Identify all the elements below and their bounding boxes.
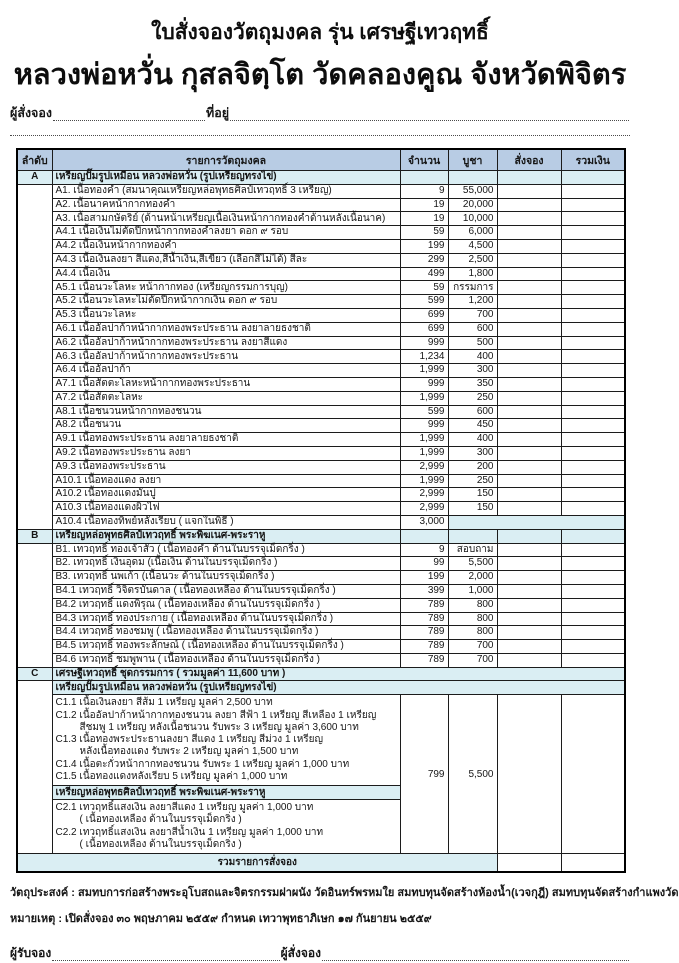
item-quantity-cell: 1,999 (400, 474, 448, 488)
item-price-cell: 700 (448, 640, 497, 654)
item-price-cell: 6,000 (448, 226, 497, 240)
item-name-cell: A5.3 เนื้อนวะโลหะ (52, 308, 400, 322)
receiver-signature-label: ผู้รับจอง (10, 946, 52, 961)
item-total-blank-cell (561, 198, 625, 212)
item-name-cell: B4.5 เทวฤทธิ์ ทองพระลักษณ์ ( เนื้อทองเหลือง ด้านในบรรจุเม็ดกริ่ง ) (52, 640, 400, 654)
item-order-blank-cell (497, 557, 561, 571)
orderer-label: ผู้สั่งจอง (10, 106, 52, 120)
combo-line: หลังเนื้อทองแดง รับพระ 2 เหรียญ มูลค่า 1,500 บาท (79, 746, 299, 758)
item-order-blank-cell (497, 184, 561, 198)
item-total-blank-cell (561, 584, 625, 598)
item-row (17, 419, 625, 433)
item-name-cell: B4.6 เทวฤทธิ์ ชมพูพาน ( เนื้อทองเหลือง ด้านในบรรจุเม็ดกริ่ง ) (52, 653, 400, 667)
item-price-cell: 200 (448, 460, 497, 474)
item-name-cell: A1. เนื้อทองคำ (สมนาคุณเหรียญหล่อพุทธศิลป์เทวฤทธิ์ 3 เหรียญ) (52, 184, 400, 198)
remark-note: หมายเหตุ : เปิดสั่งจอง ๓๐ พฤษภาคม ๒๕๕๙ กำหนด เทวาพุทธาภิเษก ๑๗ กันยายน ๒๕๕๙ (10, 913, 432, 926)
combo-line: C1.2 เนื้ออัลปาก้าหน้ากากทองชนวน ลงยา สีฟ้า 1 เหรียญ สีเหลือง 1 เหรียญ (55, 709, 377, 721)
item-row (17, 198, 625, 212)
item-row (17, 184, 625, 198)
section-label: A (17, 171, 52, 185)
item-row (17, 474, 625, 488)
item-quantity-cell: 699 (400, 308, 448, 322)
combo-line: C2.2 เทวฤทธิ์แสงเงิน ลงยาสีน้ำเงิน 1 เหรียญ มูลค่า 1,000 บาท (55, 826, 324, 838)
item-total-blank-cell (561, 488, 625, 502)
item-price-cell: 10,000 (448, 212, 497, 226)
item-price-cell: 800 (448, 598, 497, 612)
item-quantity-cell: 19 (400, 198, 448, 212)
item-order-blank-cell (497, 226, 561, 240)
section-empty-cell (448, 529, 497, 543)
item-price-cell: 1,000 (448, 584, 497, 598)
combo-line: C1.4 เนื้อตะกั่วหน้ากากทองชนวน รับพระ 1 เหรียญ มูลค่า 1,000 บาท (55, 758, 350, 770)
section-empty-cell (448, 171, 497, 185)
index-merged-cell (17, 184, 52, 529)
item-total-blank-cell (561, 626, 625, 640)
item-total-blank-cell (561, 640, 625, 654)
combo-line: ( เนื้อทองเหลือง ด้านในบรรจุเม็ดกริ่ง ) (79, 814, 242, 826)
item-row (17, 391, 625, 405)
item-total-blank-cell (561, 446, 625, 460)
combo-total-blank-cell (561, 695, 625, 854)
item-quantity-cell: 499 (400, 267, 448, 281)
item-total-blank-cell (561, 322, 625, 336)
combo-price-cell: 5,500 (448, 695, 497, 854)
index-merged-cell (17, 681, 52, 854)
item-quantity-cell: 399 (400, 584, 448, 598)
item-row (17, 281, 625, 295)
address-label: ที่อยู่ (206, 106, 230, 120)
item-quantity-cell: 199 (400, 239, 448, 253)
item-row (17, 212, 625, 226)
item-price-cell: 55,000 (448, 184, 497, 198)
item-name-cell: B4.2 เทวฤทธิ์ แดงพิรุณ ( เนื้อทองเหลือง ด้านในบรรจุเม็ดกริ่ง ) (52, 598, 400, 612)
item-price-cell: 300 (448, 446, 497, 460)
combo-subheader2-title: เหรียญหล่อพุทธศิลป์เทวฤทธิ์ พระพิฆเนศ-พระราหู (52, 786, 400, 800)
item-order-blank-cell (497, 322, 561, 336)
section-title: เหรียญหล่อพุทธศิลป์เทวฤทธิ์ พระพิฆเนศ-พระราหู (52, 529, 400, 543)
item-name-cell: B4.1 เทวฤทธิ์ วิจิตรบันดาล ( เนื้อทองเหลือง ด้านในบรรจุเม็ดกริ่ง ) (52, 584, 400, 598)
section-empty-cell (561, 529, 625, 543)
item-name-cell: A4.2 เนื้อเงินหน้ากากทองคำ (52, 239, 400, 253)
item-price-cell: 400 (448, 350, 497, 364)
item-name-cell: A10.4 เนื้อทองทิพย์หลังเรียบ ( แจกในพิธี ) (52, 515, 400, 529)
item-quantity-cell: 2,999 (400, 502, 448, 516)
item-total-blank-cell (561, 502, 625, 516)
item-total-blank-cell (561, 253, 625, 267)
combo-c1-row (17, 695, 625, 786)
item-order-blank-cell (497, 612, 561, 626)
item-order-blank-cell (497, 212, 561, 226)
item-quantity-cell: 699 (400, 322, 448, 336)
item-quantity-cell: 2,999 (400, 488, 448, 502)
item-merged-shaded-cell (448, 515, 625, 529)
item-row (17, 543, 625, 557)
item-name-cell: A6.2 เนื้ออัลปาก้าหน้ากากทองพระประธาน ลงยาสีแดง (52, 336, 400, 350)
item-total-blank-cell (561, 612, 625, 626)
item-name-cell: A4.3 เนื้อเงินลงยา สีแดง,สีน้ำเงิน,สีเขียว (เลือกสีไม่ได้) สีละ (52, 253, 400, 267)
combo-quantity-cell: 799 (400, 695, 448, 854)
item-name-cell: A2. เนื้อนาคหน้ากากทองคำ (52, 198, 400, 212)
item-row (17, 612, 625, 626)
item-quantity-cell: 999 (400, 377, 448, 391)
item-row (17, 433, 625, 447)
item-price-cell: 250 (448, 391, 497, 405)
item-row (17, 267, 625, 281)
item-name-cell: A6.1 เนื้ออัลปาก้าหน้ากากทองพระประธาน ลงยาลายธงชาติ (52, 322, 400, 336)
section-label: B (17, 529, 52, 543)
item-order-blank-cell (497, 364, 561, 378)
item-quantity-cell: 2,999 (400, 460, 448, 474)
item-quantity-cell: 9 (400, 543, 448, 557)
item-total-blank-cell (561, 267, 625, 281)
item-price-cell: 150 (448, 488, 497, 502)
item-total-blank-cell (561, 295, 625, 309)
item-price-cell: 350 (448, 377, 497, 391)
item-row (17, 502, 625, 516)
section-title: เหรียญปั๊มรูปเหมือน หลวงพ่อหวั่น (รูปเหรียญทรงไข่) (52, 171, 400, 185)
item-order-blank-cell (497, 239, 561, 253)
item-row (17, 239, 625, 253)
item-order-blank-cell (497, 446, 561, 460)
item-row (17, 460, 625, 474)
item-quantity-cell: 789 (400, 626, 448, 640)
orderer-address-line (10, 107, 630, 123)
item-row (17, 571, 625, 585)
item-total-blank-cell (561, 350, 625, 364)
item-row (17, 405, 625, 419)
item-row (17, 488, 625, 502)
grand-total-amount-blank-cell (561, 854, 625, 873)
combo-line: C2.1 เทวฤทธิ์แสงเงิน ลงยาสีแดง 1 เหรียญ มูลค่า 1,000 บาท (55, 802, 314, 814)
item-order-blank-cell (497, 502, 561, 516)
section-title: เศรษฐีเทวฤทธิ์ ชุดกรรมการ ( รวมมูลค่า 11,600 บาท ) (52, 667, 625, 681)
item-total-blank-cell (561, 308, 625, 322)
item-price-cell: 1,200 (448, 295, 497, 309)
item-price-cell: 4,500 (448, 239, 497, 253)
combo-line: สีชมพู 1 เหรียญ หลังเนื้อชนวน รับพระ 3 เหรียญ มูลค่า 3,600 บาท (79, 721, 359, 733)
item-name-cell: B4.3 เทวฤทธิ์ ทองประกาย ( เนื้อทองเหลือง ด้านในบรรจุเม็ดกริ่ง ) (52, 612, 400, 626)
section-header-row (17, 171, 625, 185)
item-name-cell: B4.4 เทวฤทธิ์ ทองชมพู ( เนื้อทองเหลือง ด้านในบรรจุเม็ดกริ่ง ) (52, 626, 400, 640)
item-total-blank-cell (561, 598, 625, 612)
address-fill-dots (230, 120, 629, 121)
item-quantity-cell: 599 (400, 295, 448, 309)
item-quantity-cell: 599 (400, 405, 448, 419)
section-label: C (17, 667, 52, 681)
item-price-cell: 800 (448, 612, 497, 626)
item-order-blank-cell (497, 377, 561, 391)
item-quantity-cell: 789 (400, 598, 448, 612)
item-total-blank-cell (561, 336, 625, 350)
orderer-fill-dots (53, 120, 205, 121)
item-order-blank-cell (497, 571, 561, 585)
item-quantity-cell: 999 (400, 336, 448, 350)
item-order-blank-cell (497, 295, 561, 309)
col-header-total: รวมเงิน (561, 149, 625, 171)
grand-total-label: รวมรายการสั่งจอง (17, 854, 497, 873)
item-quantity-cell: 1,999 (400, 364, 448, 378)
purpose-note: วัตถุประสงค์ : สมทบการก่อสร้างพระอุโบสถและจิตรกรรมฝาผนัง วัดอินทร์พรหมใย สมทบทุนจัดสร้างห้องน้ำ(เวจกุฎี) สมทบทุนจัดสร้างกำแพงวัด (10, 887, 679, 900)
item-price-cell: กรรมการ (448, 281, 497, 295)
item-total-blank-cell (561, 405, 625, 419)
item-total-blank-cell (561, 364, 625, 378)
item-quantity-cell: 789 (400, 653, 448, 667)
item-quantity-cell: 789 (400, 612, 448, 626)
item-price-cell: 700 (448, 653, 497, 667)
item-total-blank-cell (561, 281, 625, 295)
item-row (17, 640, 625, 654)
item-total-blank-cell (561, 460, 625, 474)
item-price-cell: 700 (448, 308, 497, 322)
combo-line: C1.5 เนื้อทองแดงหลังเรียบ 5 เหรียญ มูลค่า 1,000 บาท (55, 771, 288, 783)
item-name-cell: A4.4 เนื้อเงิน (52, 267, 400, 281)
section-empty-cell (561, 171, 625, 185)
grand-total-row (17, 854, 625, 873)
combo-subheader1-row (17, 681, 625, 695)
item-total-blank-cell (561, 184, 625, 198)
combo-line: C1.3 เนื้อทองพระประธานลงยา สีแดง 1 เหรียญ สีม่วง 1 เหรียญ (55, 734, 324, 746)
item-total-blank-cell (561, 653, 625, 667)
item-quantity-cell: 9 (400, 184, 448, 198)
item-order-blank-cell (497, 640, 561, 654)
item-name-cell: A9.3 เนื้อทองพระประธาน (52, 460, 400, 474)
item-price-cell: 2,500 (448, 253, 497, 267)
orderer-signature-dots (322, 960, 629, 961)
item-order-blank-cell (497, 253, 561, 267)
item-row (17, 446, 625, 460)
form-title-line1: ใบสั่งจองวัตถุมงคล รุ่น เศรษฐีเทวฤทธิ์ (151, 21, 489, 44)
item-price-cell: 5,500 (448, 557, 497, 571)
item-order-blank-cell (497, 336, 561, 350)
section-empty-cell (400, 171, 448, 185)
item-quantity-cell: 1,999 (400, 433, 448, 447)
item-order-blank-cell (497, 198, 561, 212)
item-total-blank-cell (561, 419, 625, 433)
item-name-cell: A3. เนื้อสามกษัตริย์ (ด้านหน้าเหรียญเนื้อเงินหน้ากากทองคำด้านหลังเนื้อนาค) (52, 212, 400, 226)
combo-c1-lines (52, 695, 400, 786)
section-header-row (17, 667, 625, 681)
item-order-blank-cell (497, 281, 561, 295)
item-order-blank-cell (497, 653, 561, 667)
item-name-cell: A10.2 เนื้อทองแดงมันปู (52, 488, 400, 502)
item-total-blank-cell (561, 239, 625, 253)
item-order-blank-cell (497, 584, 561, 598)
item-quantity-cell: 59 (400, 226, 448, 240)
item-name-cell: A9.1 เนื้อทองพระประธาน ลงยาลายธงชาติ (52, 433, 400, 447)
item-price-cell: 250 (448, 474, 497, 488)
item-price-cell: 20,000 (448, 198, 497, 212)
table-header-row (17, 149, 625, 171)
item-price-cell: 2,000 (448, 571, 497, 585)
item-order-blank-cell (497, 350, 561, 364)
item-name-cell: A5.2 เนื้อนวะโลหะไม่ตัดปีกหน้ากากเงิน ดอก ๙ รอบ (52, 295, 400, 309)
item-quantity-cell: 19 (400, 212, 448, 226)
item-row (17, 515, 625, 529)
item-price-cell: 300 (448, 364, 497, 378)
combo-line: C1.1 เนื้อเงินลงยา สีส้ม 1 เหรียญ มูลค่า 2,500 บาท (55, 697, 273, 709)
grand-total-order-blank-cell (497, 854, 561, 873)
item-name-cell: A6.3 เนื้ออัลปาก้าหน้ากากทองพระประธาน (52, 350, 400, 364)
item-order-blank-cell (497, 598, 561, 612)
item-price-cell: 150 (448, 502, 497, 516)
item-total-blank-cell (561, 226, 625, 240)
col-header-price: บูชา (448, 149, 497, 171)
item-order-blank-cell (497, 543, 561, 557)
address-fill-dots-line2 (10, 129, 630, 136)
item-row (17, 295, 625, 309)
item-quantity-cell: 99 (400, 557, 448, 571)
item-total-blank-cell (561, 543, 625, 557)
item-quantity-cell: 299 (400, 253, 448, 267)
section-header-row (17, 529, 625, 543)
item-order-blank-cell (497, 308, 561, 322)
item-order-blank-cell (497, 474, 561, 488)
item-quantity-cell: 1,999 (400, 446, 448, 460)
item-row (17, 308, 625, 322)
section-empty-cell (400, 529, 448, 543)
item-row (17, 584, 625, 598)
item-quantity-cell: 59 (400, 281, 448, 295)
combo-order-blank-cell (497, 695, 561, 854)
col-header-quantity: จำนวน (400, 149, 448, 171)
item-name-cell: B1. เทวฤทธิ์ ทองเจ้าสัว ( เนื้อทองคำ ด้านในบรรจุเม็ดกริ่ง ) (52, 543, 400, 557)
item-price-cell: 400 (448, 433, 497, 447)
item-order-blank-cell (497, 488, 561, 502)
item-price-cell: 600 (448, 322, 497, 336)
item-quantity-cell: 1,999 (400, 391, 448, 405)
item-quantity-cell: 199 (400, 571, 448, 585)
item-price-cell: 800 (448, 626, 497, 640)
item-name-cell: A5.1 เนื้อนวะโลหะ หน้ากากทอง (เหรียญกรรมการบุญ) (52, 281, 400, 295)
item-price-cell: 600 (448, 405, 497, 419)
combo-c2-lines (52, 800, 400, 854)
item-name-cell: A9.2 เนื้อทองพระประธาน ลงยา (52, 446, 400, 460)
item-row (17, 226, 625, 240)
order-form-page (0, 16, 679, 961)
col-header-item: รายการวัตถุมงคล (52, 149, 400, 171)
form-title-line2: หลวงพ่อหวั่น กุสลจิตฺโต วัดคลองคูณ จังหวัดพิจิตร (13, 59, 627, 91)
section-empty-cell (497, 529, 561, 543)
signature-line (10, 947, 630, 963)
item-total-blank-cell (561, 433, 625, 447)
combo-subheader1-title: เหรียญปั๊มรูปเหมือน หลวงพ่อหวั่น (รูปเหรียญทรงไข่) (52, 681, 625, 695)
item-row (17, 364, 625, 378)
item-price-cell: 450 (448, 419, 497, 433)
item-quantity-cell: 3,000 (400, 515, 448, 529)
item-total-blank-cell (561, 377, 625, 391)
item-name-cell: A10.3 เนื้อทองแดงผิวไฟ (52, 502, 400, 516)
item-row (17, 336, 625, 350)
item-total-blank-cell (561, 571, 625, 585)
item-total-blank-cell (561, 557, 625, 571)
receiver-signature-dots (52, 960, 279, 961)
index-merged-cell (17, 543, 52, 667)
item-row (17, 557, 625, 571)
item-name-cell: A10.1 เนื้อทองแดง ลงยา (52, 474, 400, 488)
item-row (17, 253, 625, 267)
order-table-body (17, 171, 625, 873)
item-name-cell: A8.1 เนื้อชนวนหน้ากากทองชนวน (52, 405, 400, 419)
col-header-index: ลำดับ (17, 149, 52, 171)
item-total-blank-cell (561, 391, 625, 405)
item-quantity-cell: 999 (400, 419, 448, 433)
item-name-cell: A6.4 เนื้ออัลปาก้า (52, 364, 400, 378)
item-name-cell: B2. เทวฤทธิ์ เงินอุดม (เนื้อเงิน ด้านในบรรจุเม็ดกริ่ง ) (52, 557, 400, 571)
item-order-blank-cell (497, 391, 561, 405)
item-row (17, 653, 625, 667)
item-price-cell: 1,800 (448, 267, 497, 281)
item-row (17, 322, 625, 336)
order-table (16, 148, 626, 873)
item-quantity-cell: 789 (400, 640, 448, 654)
item-order-blank-cell (497, 626, 561, 640)
item-name-cell: A4.1 เนื้อเงินไม่ตัดปีกหน้ากากทองคำลงยา ดอก ๙ รอบ (52, 226, 400, 240)
item-order-blank-cell (497, 433, 561, 447)
combo-line: ( เนื้อทองเหลือง ด้านในบรรจุเม็ดกริ่ง ) (79, 839, 242, 851)
item-order-blank-cell (497, 419, 561, 433)
item-row (17, 626, 625, 640)
item-name-cell: A7.1 เนื้อสัตตะโลหะหน้ากากทองพระประธาน (52, 377, 400, 391)
item-order-blank-cell (497, 460, 561, 474)
item-row (17, 377, 625, 391)
item-order-blank-cell (497, 267, 561, 281)
orderer-signature-label: ผู้สั่งจอง (280, 946, 321, 961)
item-name-cell: A7.2 เนื้อสัตตะโลหะ (52, 391, 400, 405)
item-order-blank-cell (497, 405, 561, 419)
item-quantity-cell: 1,234 (400, 350, 448, 364)
item-price-cell: สอบถาม (448, 543, 497, 557)
col-header-order: สั่งจอง (497, 149, 561, 171)
item-price-cell: 500 (448, 336, 497, 350)
item-row (17, 598, 625, 612)
item-name-cell: B3. เทวฤทธิ์ นพเก้า (เนื้อนวะ ด้านในบรรจุเม็ดกริ่ง ) (52, 571, 400, 585)
item-total-blank-cell (561, 474, 625, 488)
item-name-cell: A8.2 เนื้อชนวน (52, 419, 400, 433)
item-row (17, 350, 625, 364)
section-empty-cell (497, 171, 561, 185)
item-total-blank-cell (561, 212, 625, 226)
